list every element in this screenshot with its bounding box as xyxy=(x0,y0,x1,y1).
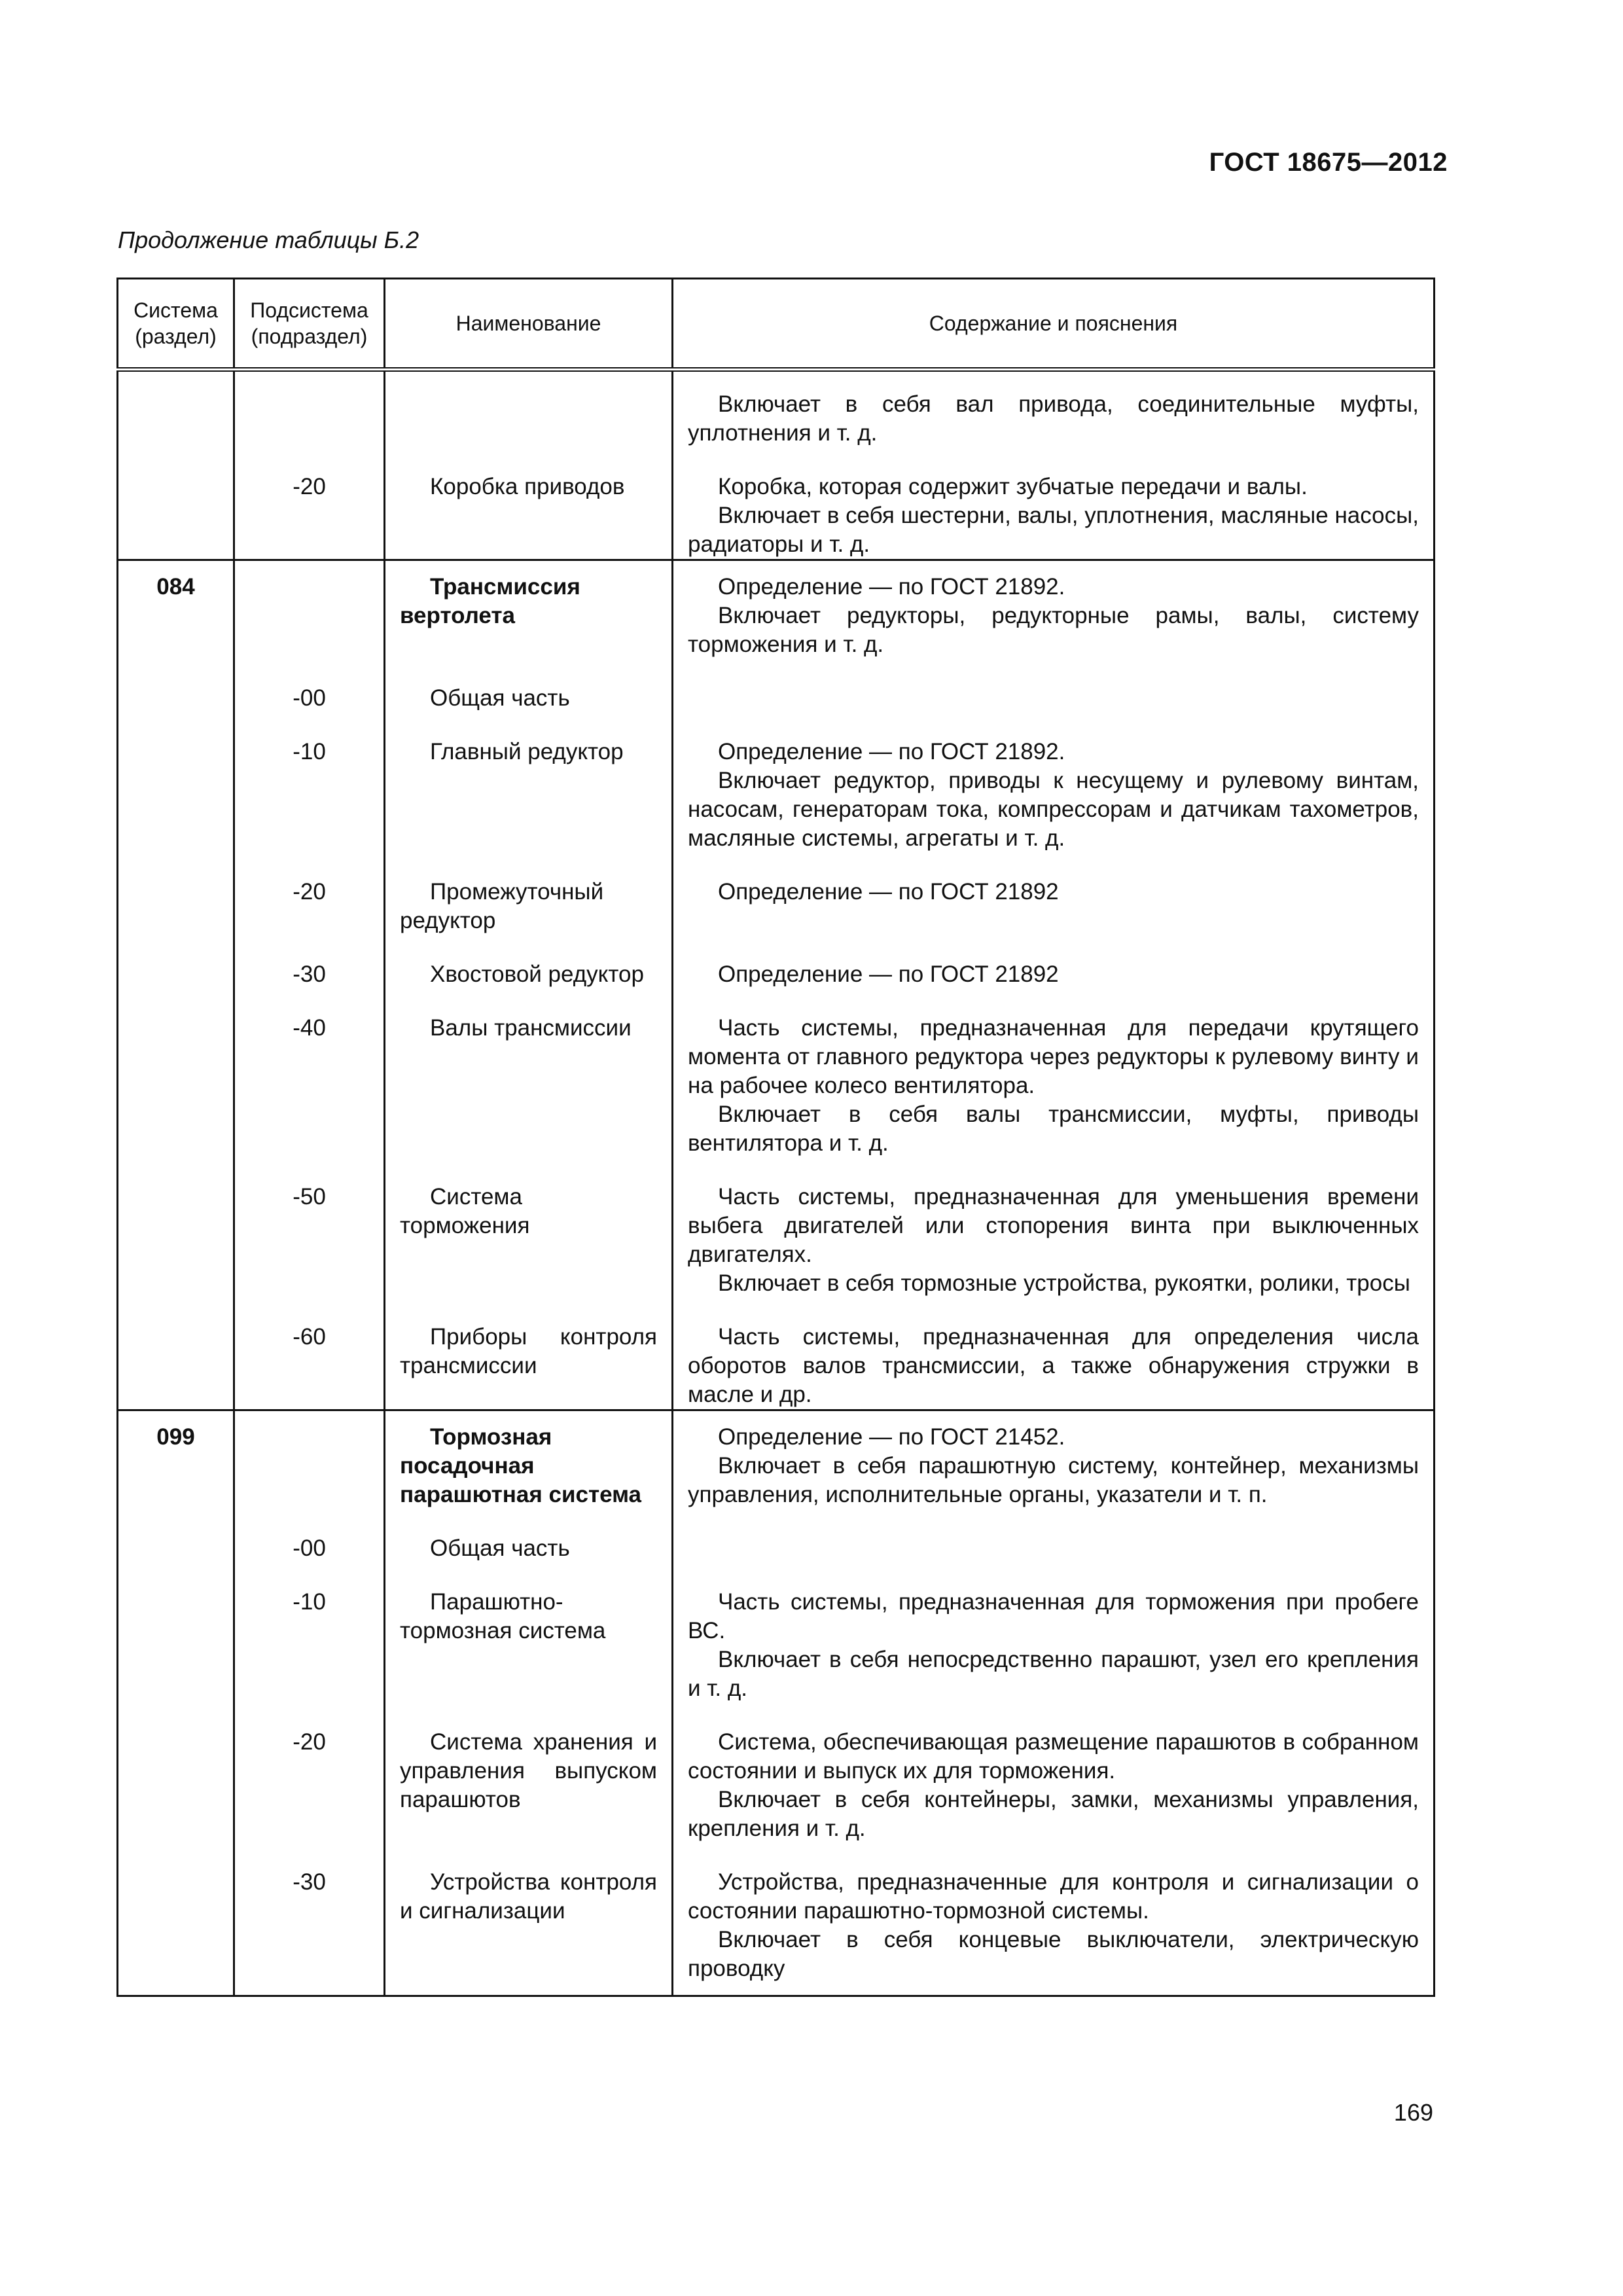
cell-system: 084 xyxy=(118,560,234,660)
table-row xyxy=(118,1410,1435,1510)
table-row xyxy=(118,1843,1435,1996)
description-paragraph: Включает в себя тормозные устройства, рукоятки, ролики, тросы xyxy=(718,1270,1410,1296)
cell-subsystem: -20 xyxy=(234,448,385,560)
cell-description xyxy=(673,713,1435,853)
cell-description xyxy=(673,1158,1435,1298)
header-description: Содержание и пояснения xyxy=(673,279,1435,370)
cell-subsystem: -20 xyxy=(234,853,385,935)
cell-name-text: Парашютно-тормозная система xyxy=(400,1589,606,1643)
cell-description xyxy=(673,1563,1435,1703)
cell-system xyxy=(118,1509,234,1563)
table-body xyxy=(118,370,1435,1996)
cell-subsystem xyxy=(234,560,385,660)
cell-name-text: Общая часть xyxy=(430,685,570,711)
cell-name xyxy=(385,853,673,935)
cell-name-text: Хвостовой редуктор xyxy=(430,961,644,987)
table-row xyxy=(118,560,1435,660)
cell-description xyxy=(673,1843,1435,1996)
cell-description xyxy=(673,1509,1435,1563)
description-paragraph: Определение — по ГОСТ 21892 xyxy=(718,879,1059,905)
cell-name xyxy=(385,448,673,560)
description-paragraph: Включает редуктор, приводы к несущему и рулевому винтам, насосам, генераторам тока, компрессорам и датчикам тахометров, масляные системы, агрегаты и т. д. xyxy=(688,768,1419,851)
cell-description xyxy=(673,560,1435,660)
cell-name xyxy=(385,1158,673,1298)
description-paragraph: Система, обеспечивающая размещение парашютов в собранном состоянии и выпуск их для торможения. xyxy=(688,1729,1419,1784)
cell-system xyxy=(118,1158,234,1298)
cell-subsystem: -20 xyxy=(234,1703,385,1843)
page-number: 169 xyxy=(1393,2099,1433,2126)
cell-description xyxy=(673,853,1435,935)
cell-name xyxy=(385,1509,673,1563)
description-paragraph: Включает в себя вал привода, соединительные муфты, уплотнения и т. д. xyxy=(688,391,1419,446)
cell-name xyxy=(385,560,673,660)
description-paragraph: Часть системы, предназначенная для торможения при пробеге ВС. xyxy=(688,1589,1419,1643)
cell-subsystem xyxy=(234,370,385,448)
cell-system xyxy=(118,448,234,560)
cell-description xyxy=(673,448,1435,560)
cell-name xyxy=(385,1410,673,1510)
cell-subsystem: -00 xyxy=(234,659,385,713)
cell-subsystem xyxy=(234,1410,385,1510)
cell-name-text: Общая часть xyxy=(430,1535,570,1561)
description-paragraph: Определение — по ГОСТ 21892. xyxy=(718,739,1065,764)
description-paragraph: Определение — по ГОСТ 21892. xyxy=(718,574,1065,600)
header-name: Наименование xyxy=(385,279,673,370)
cell-system xyxy=(118,989,234,1158)
table-row xyxy=(118,659,1435,713)
gost-table xyxy=(116,278,1435,1997)
table-row xyxy=(118,1509,1435,1563)
cell-name xyxy=(385,370,673,448)
cell-name xyxy=(385,1843,673,1996)
cell-name xyxy=(385,935,673,989)
document-header: ГОСТ 18675—2012 xyxy=(1209,148,1448,177)
table-row xyxy=(118,989,1435,1158)
cell-description xyxy=(673,935,1435,989)
table-row xyxy=(118,370,1435,448)
cell-name-text: Система хранения и управления выпуском парашютов xyxy=(400,1729,657,1812)
description-paragraph: Включает в себя концевые выключатели, электрическую проводку xyxy=(688,1927,1419,1981)
cell-subsystem: -30 xyxy=(234,1843,385,1996)
table-row xyxy=(118,935,1435,989)
description-paragraph: Включает в себя непосредственно парашют, узел его крепления и т. д. xyxy=(688,1647,1419,1701)
cell-system xyxy=(118,853,234,935)
cell-system xyxy=(118,1563,234,1703)
description-paragraph: Часть системы, предназначенная для уменьшения времени выбега двигателей или стопорения винта при выключенных двигателях. xyxy=(688,1184,1419,1267)
table-row xyxy=(118,1298,1435,1410)
description-paragraph: Коробка, которая содержит зубчатые передачи и валы. xyxy=(718,474,1308,499)
cell-system xyxy=(118,659,234,713)
cell-description xyxy=(673,659,1435,713)
cell-name-text: Валы трансмиссии xyxy=(430,1015,632,1041)
table-row xyxy=(118,853,1435,935)
cell-name xyxy=(385,1298,673,1410)
description-paragraph: Включает в себя контейнеры, замки, механизмы управления, крепления и т. д. xyxy=(688,1787,1419,1841)
cell-system xyxy=(118,1703,234,1843)
cell-system: 099 xyxy=(118,1410,234,1510)
cell-subsystem: -10 xyxy=(234,713,385,853)
cell-name-text: Приборы контроля трансмиссии xyxy=(400,1324,657,1378)
cell-name xyxy=(385,989,673,1158)
description-paragraph: Включает в себя валы трансмиссии, муфты, приводы вентилятора и т. д. xyxy=(688,1102,1419,1156)
table-caption: Продолжение таблицы Б.2 xyxy=(118,226,419,253)
cell-subsystem: -00 xyxy=(234,1509,385,1563)
cell-subsystem: -60 xyxy=(234,1298,385,1410)
table-header-row xyxy=(118,279,1435,370)
table-row xyxy=(118,1703,1435,1843)
cell-name-text: Тормозная посадочная парашютная система xyxy=(400,1424,642,1507)
cell-system xyxy=(118,370,234,448)
cell-name xyxy=(385,659,673,713)
cell-name xyxy=(385,713,673,853)
description-paragraph: Включает в себя шестерни, валы, уплотнения, масляные насосы, радиаторы и т. д. xyxy=(688,503,1419,557)
cell-name-text: Промежуточный редуктор xyxy=(400,879,604,933)
cell-name xyxy=(385,1563,673,1703)
table-row xyxy=(118,713,1435,853)
cell-description xyxy=(673,1298,1435,1410)
description-paragraph: Определение — по ГОСТ 21892 xyxy=(718,961,1059,987)
cell-description xyxy=(673,1703,1435,1843)
cell-name-text: Трансмиссия вертолета xyxy=(400,574,580,628)
cell-subsystem: -40 xyxy=(234,989,385,1158)
description-paragraph: Устройства, предназначенные для контроля и сигнализации о состоянии парашютно-тормозной системы. xyxy=(688,1869,1419,1924)
cell-name-text: Устройства контроля и сигнализации xyxy=(400,1869,657,1924)
cell-description xyxy=(673,1410,1435,1510)
cell-name xyxy=(385,1703,673,1843)
header-system: Система (раздел) xyxy=(118,279,234,370)
table-row xyxy=(118,448,1435,560)
cell-subsystem: -10 xyxy=(234,1563,385,1703)
cell-name-text: Главный редуктор xyxy=(430,739,624,764)
description-paragraph: Часть системы, предназначенная для передачи крутящего момента от главного редуктора через редукторы к рулевому винту и на рабочее колесо вентилятора. xyxy=(688,1015,1419,1098)
cell-name-text: Коробка приводов xyxy=(430,474,625,499)
description-paragraph: Включает редукторы, редукторные рамы, валы, систему торможения и т. д. xyxy=(688,603,1419,657)
cell-description xyxy=(673,370,1435,448)
table-row xyxy=(118,1563,1435,1703)
header-subsystem: Подсистема (подраздел) xyxy=(234,279,385,370)
description-paragraph: Часть системы, предназначенная для определения числа оборотов валов трансмиссии, а также обнаружения стружки в масле и др. xyxy=(688,1324,1419,1407)
cell-system xyxy=(118,1843,234,1996)
cell-description xyxy=(673,989,1435,1158)
cell-system xyxy=(118,1298,234,1410)
cell-name-text: Система торможения xyxy=(400,1184,530,1238)
table-row xyxy=(118,1158,1435,1298)
cell-system xyxy=(118,713,234,853)
cell-subsystem: -30 xyxy=(234,935,385,989)
description-paragraph: Определение — по ГОСТ 21452. xyxy=(718,1424,1065,1450)
cell-system xyxy=(118,935,234,989)
cell-subsystem: -50 xyxy=(234,1158,385,1298)
description-paragraph: Включает в себя парашютную систему, контейнер, механизмы управления, исполнительные органы, указатели и т. п. xyxy=(688,1453,1419,1507)
